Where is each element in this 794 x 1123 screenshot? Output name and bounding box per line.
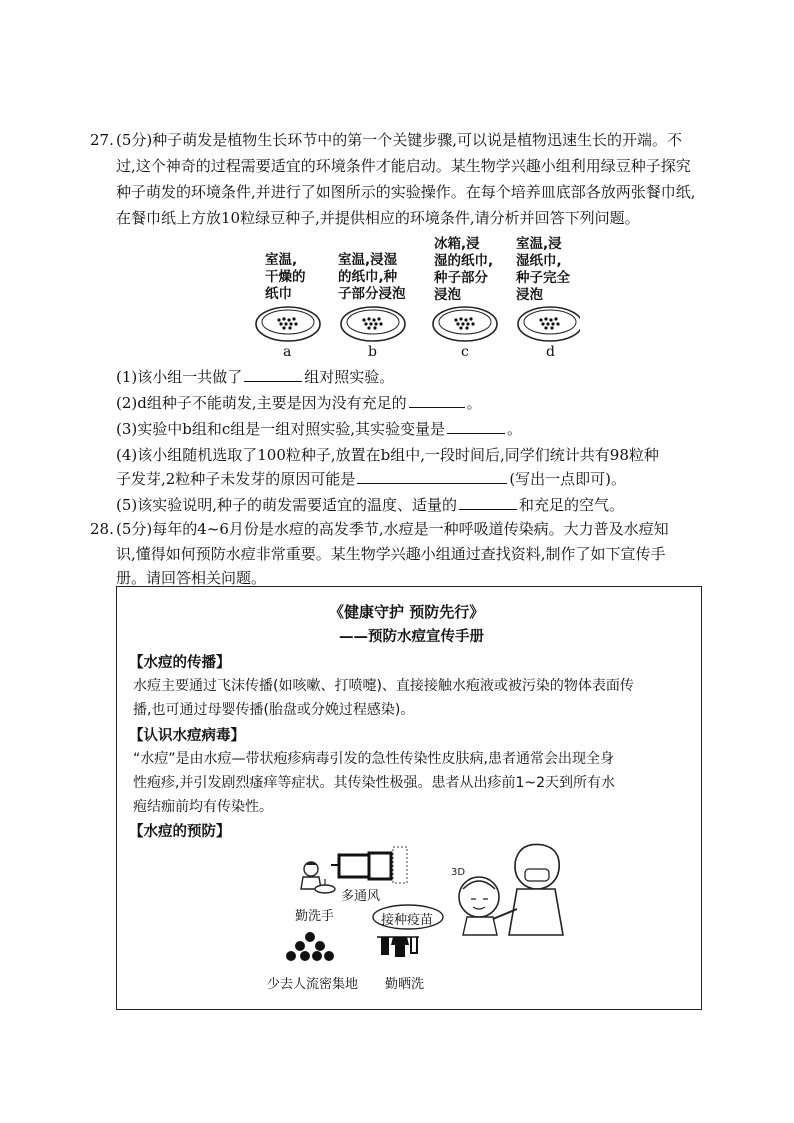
q27-sub-4-line-2: 子发芽,2粒种子未发芽的原因可能是 (写出一点即可)。 <box>116 470 627 488</box>
caption-sun-wash: 勤晒洗 <box>385 977 425 992</box>
answer-blank-2[interactable] <box>409 393 465 408</box>
petri-dish-d <box>518 307 580 341</box>
q27-line-4: 在餐巾纸上方放10粒绿豆种子,并提供相应的环境条件,请分析并回答下列问题。 <box>116 209 640 227</box>
q27-line-1: (5分)种子萌发是植物生长环节中的第一个关键步骤,可以说是植物迅速生长的开端。不 <box>116 131 683 149</box>
clothes-drying-illustration <box>375 933 421 961</box>
q28-line-3: 册。请回答相关问题。 <box>116 569 267 587</box>
section-head-prevention: 【水痘的预防】 <box>129 824 231 840</box>
caption-avoid-crowds: 少去人流密集地 <box>267 977 359 992</box>
section-head-transmission: 【水痘的传播】 <box>129 655 231 671</box>
brochure-title: 《健康守护 预防先行》 <box>329 603 485 621</box>
q28-line-2: 识,懂得如何预防水痘非常重要。某生物学兴趣小组通过查找资料,制作了如下宣传手 <box>116 545 666 563</box>
vaccination-illustration <box>443 835 573 939</box>
q27-number: 27. <box>90 131 114 149</box>
answer-blank-3[interactable] <box>447 419 505 434</box>
svg-text:3D: 3D <box>451 867 466 878</box>
q28-line-1: (5分)每年的4~6月份是水痘的高发季节,水痘是一种呼吸道传染病。大力普及水痘知 <box>116 520 669 538</box>
caption-wash-hands: 勤洗手 <box>295 909 335 924</box>
transmission-text-2: 播,也可通过母婴传播(胎盘或分娩过程感染)。 <box>133 702 415 718</box>
q28-number: 28. <box>90 520 114 538</box>
q27-sub-4-line-1: (4)该小组随机选取了100粒种子,放置在b组中,一段时间后,同学们统计共有98粒种 <box>116 446 659 464</box>
dish-letter-d: d <box>546 344 555 360</box>
virus-text-2: 性疱疹,并引发剧烈瘙痒等症状。其传染性极强。患者从出疹前1~2天到所有水 <box>133 775 615 791</box>
transmission-text-1: 水痘主要通过飞沫传播(如咳嗽、打喷嚏)、直接接触水疱液或被污染的物体表面传 <box>133 678 634 694</box>
petri-dish-c <box>433 307 497 341</box>
virus-text-3: 疱结痂前均有传染性。 <box>133 799 273 815</box>
petri-dish-figure <box>250 300 580 348</box>
brochure-box <box>116 586 702 1010</box>
q27-sub-3: (3)实验中b组和c组是一组对照实验,其实验变量是 。 <box>116 420 523 438</box>
q27-sub-1: (1)该小组一共做了 组对照实验。 <box>116 368 395 386</box>
q27-line-2: 过,这个神奇的过程需要适宜的环境条件才能启动。某生物学兴趣小组利用绿豆种子探究 <box>116 157 691 175</box>
q27-sub-5: (5)该实验说明,种子的萌发需要适宜的温度、适量的 和充足的空气。 <box>116 496 625 514</box>
dish-letter-b: b <box>368 344 377 360</box>
virus-text-1: “水痘”是由水痘—带状疱疹病毒引发的急性传染性皮肤病,患者通常会出现全身 <box>133 751 614 767</box>
petri-dish-b <box>341 307 405 341</box>
dish-letter-c: c <box>461 344 469 360</box>
caption-vaccine: 接种疫苗 <box>381 913 434 928</box>
section-head-virus: 【认识水痘病毒】 <box>129 728 245 744</box>
answer-blank-1[interactable] <box>244 367 302 382</box>
crowd-illustration <box>285 931 335 963</box>
dish-letter-a: a <box>283 344 292 360</box>
answer-blank-4[interactable] <box>357 469 507 484</box>
answer-blank-5[interactable] <box>459 495 517 510</box>
q27-line-3: 种子萌发的环境条件,并进行了如图所示的实验操作。在每个培养皿底部各放两张餐巾纸, <box>116 183 696 201</box>
brochure-subtitle: ——预防水痘宣传手册 <box>339 629 484 645</box>
ventilation-window-illustration <box>329 845 411 885</box>
petri-dish-a <box>256 307 320 341</box>
q27-sub-2: (2)d组种子不能萌发,主要是因为没有充足的 。 <box>116 394 482 412</box>
caption-ventilate: 多通风 <box>341 889 381 904</box>
